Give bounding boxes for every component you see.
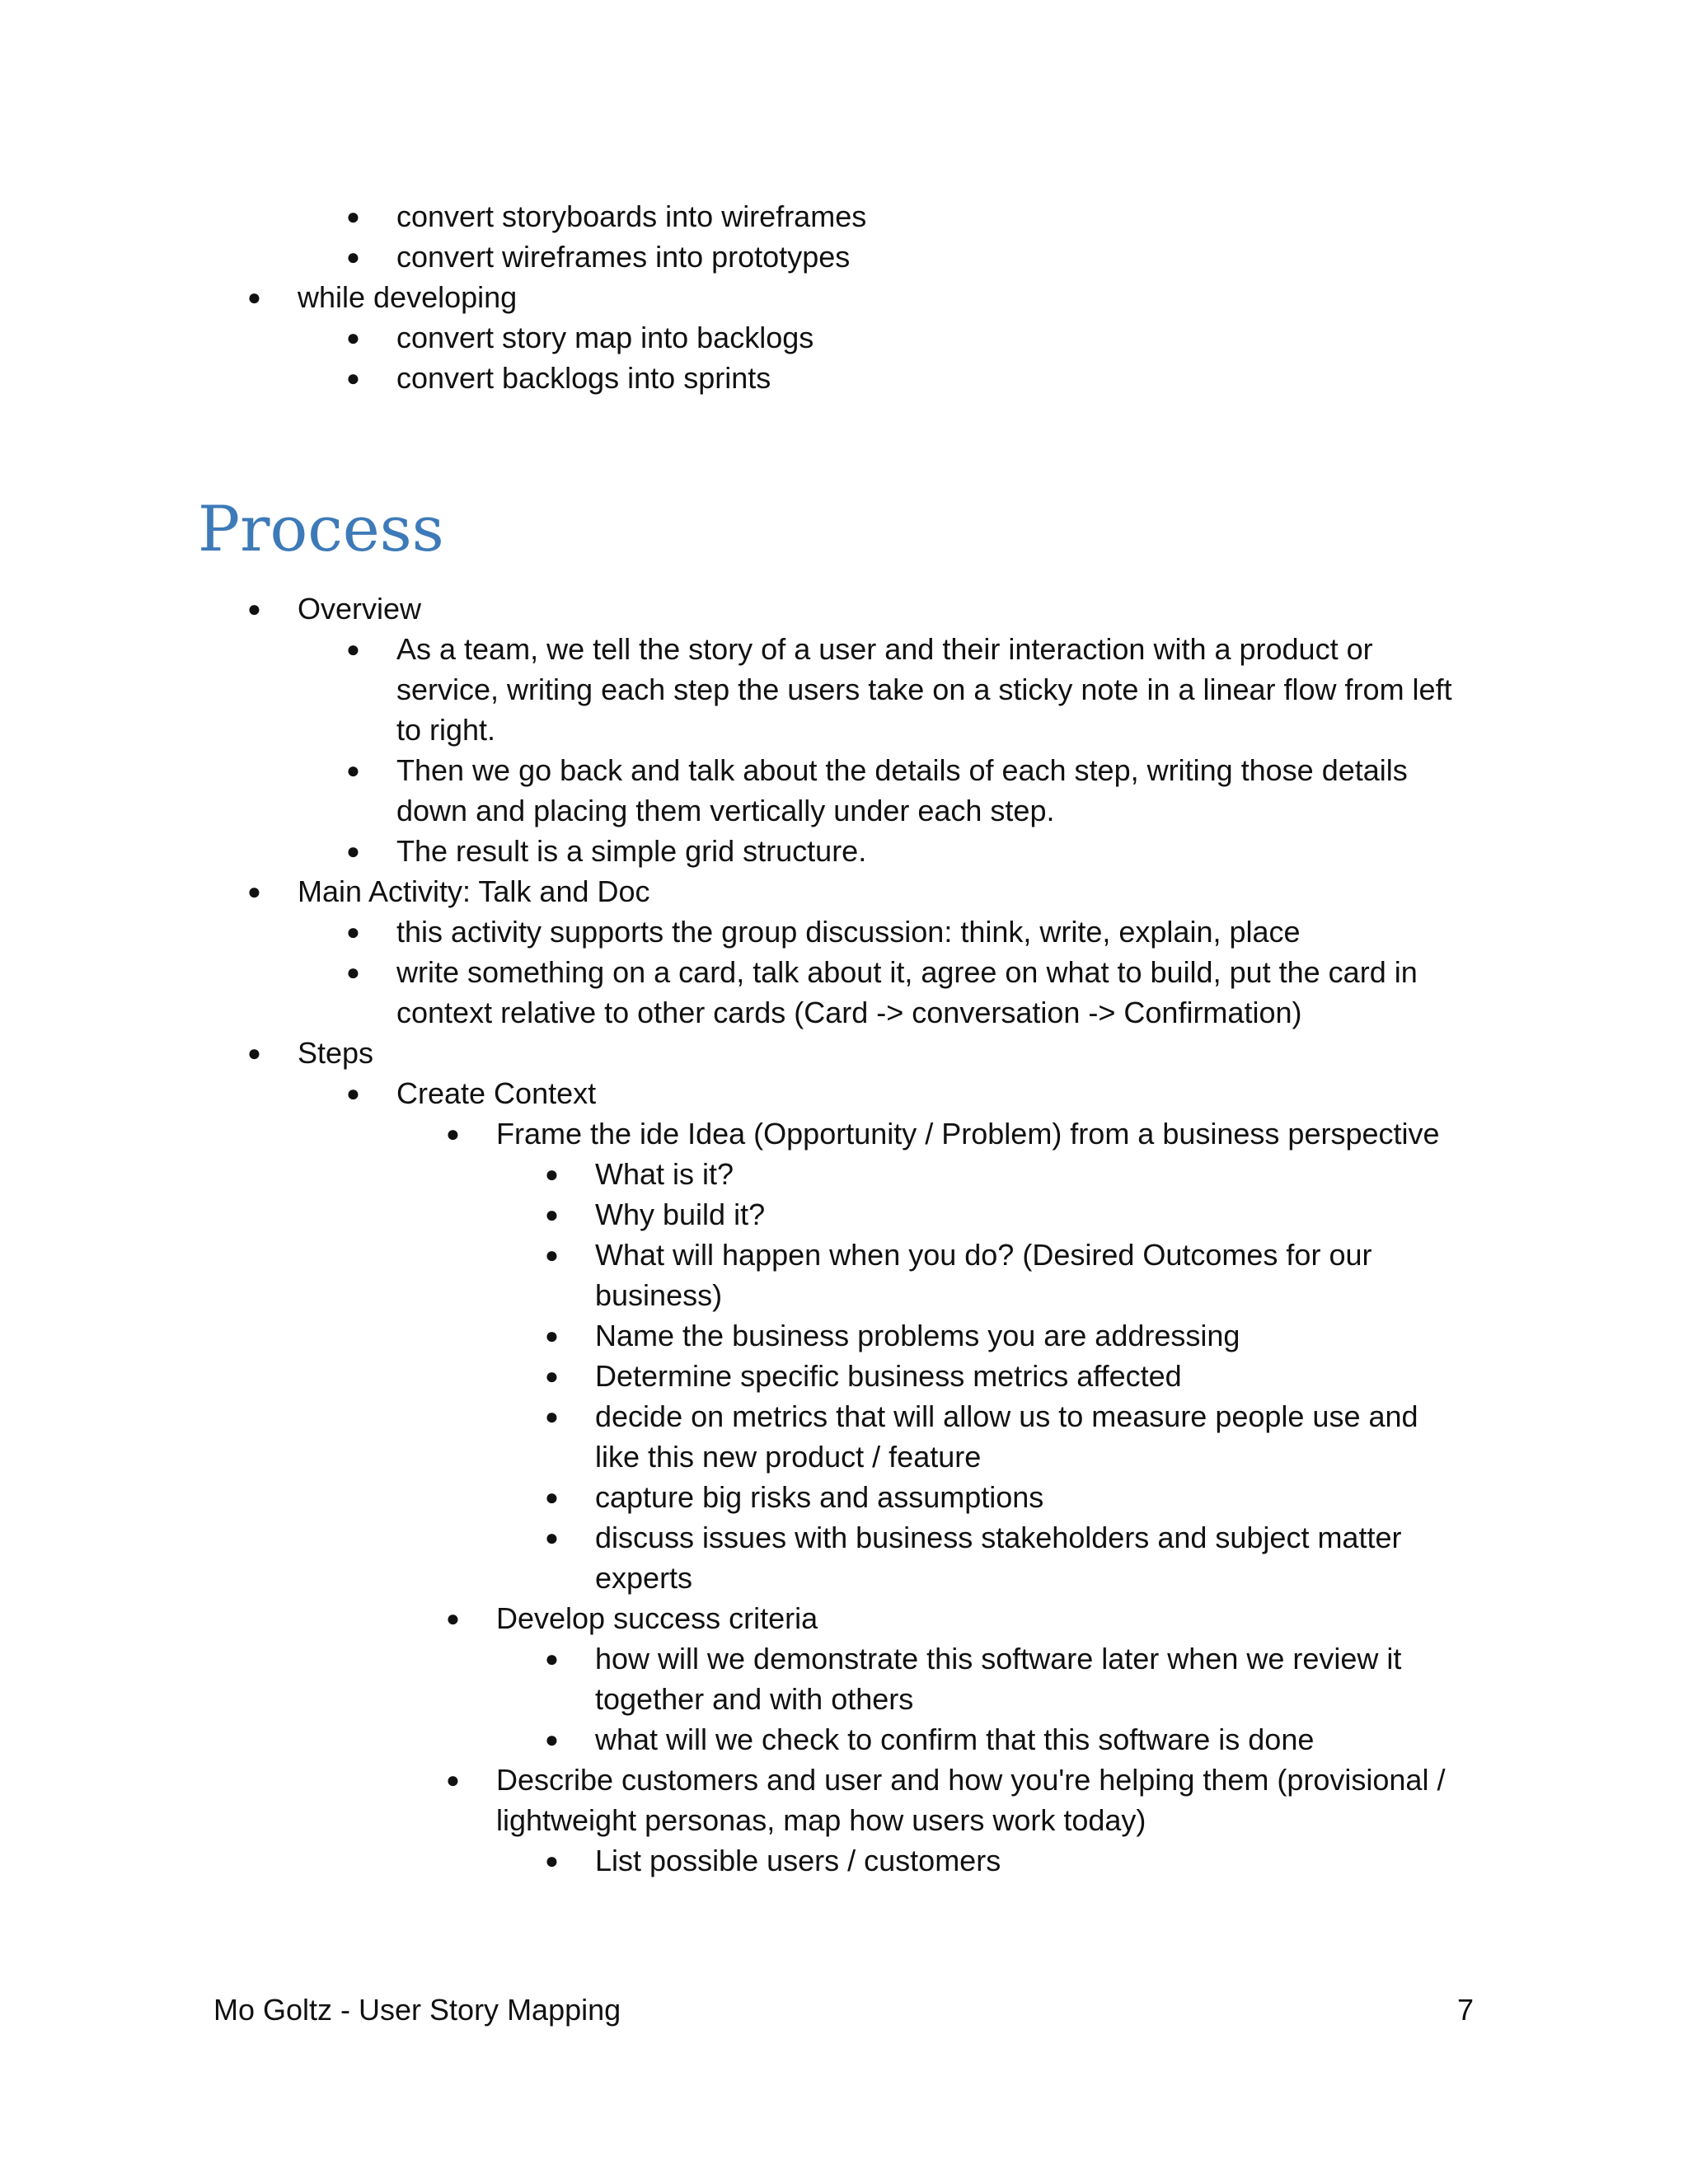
list-item: decide on metrics that will allow us to measure people use and: [595, 1399, 1418, 1433]
bullet: ●: [545, 1161, 559, 1187]
list-item: write something on a card, talk about it, agree on what to build, put the card in: [396, 955, 1418, 989]
list-item: this activity supports the group discussion: think, write, explain, place: [396, 915, 1301, 949]
list-item: convert backlogs into sprints: [396, 361, 771, 395]
list-item-continuation: service, writing each step the users take on a sticky note in a linear flow from left: [396, 673, 1452, 706]
bullet: ●: [346, 1080, 360, 1106]
bullet: ●: [446, 1121, 460, 1146]
list-item: how will we demonstrate this software later when we review it: [595, 1642, 1402, 1675]
list-item: while developing: [298, 280, 518, 314]
bullet: ●: [545, 1404, 559, 1429]
bullet: ●: [446, 1605, 460, 1631]
list-item-continuation: to right.: [396, 713, 496, 747]
footer-title: Mo Goltz - User Story Mapping: [213, 1993, 621, 2027]
bullet: ●: [346, 325, 360, 350]
list-item: convert storyboards into wireframes: [396, 199, 867, 233]
list-item: Describe customers and user and how you're helping them (provisional /: [496, 1763, 1446, 1797]
bullet: ●: [545, 1202, 559, 1227]
section-heading: Process: [198, 492, 444, 565]
list-item-continuation: context relative to other cards (Card -> conversation -> Confirmation): [396, 996, 1302, 1029]
list-item-continuation: together and with others: [595, 1682, 914, 1716]
bullet: ●: [346, 365, 360, 391]
list-item-continuation: down and placing them vertically under each step.: [396, 794, 1055, 827]
list-item: Determine specific business metrics affected: [595, 1359, 1182, 1393]
bullet: ●: [346, 636, 360, 662]
bullet: ●: [545, 1646, 559, 1671]
list-item: what will we check to confirm that this software is done: [595, 1722, 1315, 1756]
list-item: Why build it?: [595, 1197, 766, 1231]
bullet: ●: [346, 757, 360, 783]
bullet: ●: [545, 1848, 559, 1873]
list-item-continuation: lightweight personas, map how users work today): [496, 1803, 1146, 1837]
list-item: discuss issues with business stakeholders and subject matter: [595, 1521, 1402, 1554]
bullet: ●: [545, 1363, 559, 1389]
list-item: What will happen when you do? (Desired Outcomes for our: [595, 1238, 1372, 1272]
bullet: ●: [545, 1484, 559, 1510]
list-item: Then we go back and talk about the details of each step, writing those details: [396, 753, 1408, 787]
bullet: ●: [247, 596, 261, 621]
list-item: convert story map into backlogs: [396, 321, 814, 354]
bullet: ●: [545, 1525, 559, 1550]
bullet: ●: [545, 1242, 559, 1268]
list-item: Frame the ide Idea (Opportunity / Problem) from a business perspective: [496, 1117, 1440, 1151]
bullet: ●: [247, 1040, 261, 1066]
list-item: Overview: [298, 592, 422, 626]
list-item: Create Context: [396, 1076, 597, 1110]
list-item: convert wireframes into prototypes: [396, 240, 851, 274]
list-item-continuation: business): [595, 1278, 723, 1312]
bullet: ●: [346, 919, 360, 944]
bullet: ●: [545, 1727, 559, 1752]
list-item: Main Activity: Talk and Doc: [298, 874, 650, 908]
list-item: Develop success criteria: [496, 1601, 818, 1635]
list-item: What is it?: [595, 1157, 734, 1191]
bullet: ●: [247, 879, 261, 904]
list-item: As a team, we tell the story of a user and their interaction with a product or: [396, 632, 1373, 666]
bullet: ●: [346, 244, 360, 269]
list-item-continuation: experts: [595, 1561, 693, 1595]
bullet: ●: [446, 1767, 460, 1793]
bullet: ●: [545, 1323, 559, 1348]
list-item-continuation: like this new product / feature: [595, 1440, 982, 1474]
list-item: List possible users / customers: [595, 1844, 1001, 1877]
list-item: Name the business problems you are addressing: [595, 1319, 1240, 1352]
list-item: Steps: [298, 1036, 374, 1070]
page-number: 7: [1457, 1993, 1475, 2027]
list-item: The result is a simple grid structure.: [396, 834, 867, 868]
bullet: ●: [346, 838, 360, 864]
bullet: ●: [346, 959, 360, 985]
list-item: capture big risks and assumptions: [595, 1480, 1044, 1514]
bullet: ●: [247, 284, 261, 310]
bullet: ●: [346, 204, 360, 229]
